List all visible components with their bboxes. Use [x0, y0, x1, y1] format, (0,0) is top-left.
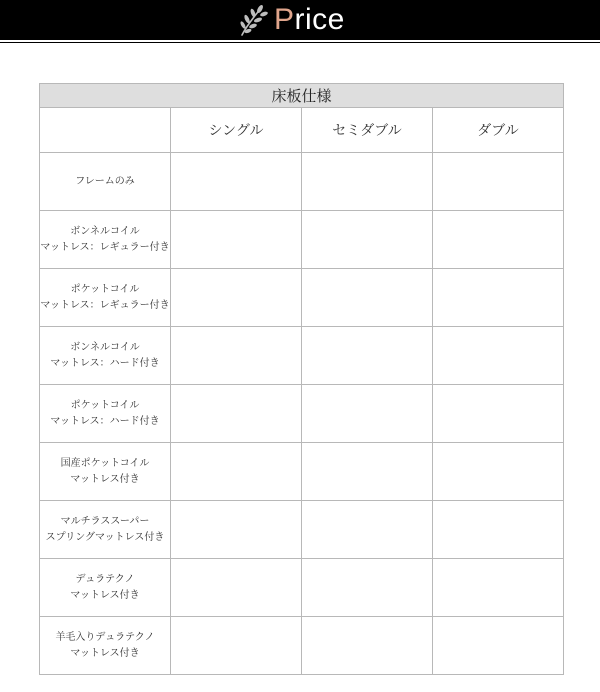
price-cell [302, 153, 433, 211]
price-cell [433, 385, 564, 443]
price-heading [236, 0, 345, 40]
price-cell [433, 269, 564, 327]
column-header-semi-double: セミダブル [302, 108, 433, 153]
price-title-rest: rice [294, 3, 345, 36]
price-cell [433, 211, 564, 269]
price-cell [171, 153, 302, 211]
row-label-line1: ボンネルコイル [70, 225, 140, 237]
row-label-line2: マットレス付き [70, 647, 140, 659]
column-header-double: ダブル [433, 108, 564, 153]
price-title [274, 0, 345, 40]
row-label-line1: ポケットコイル [70, 399, 140, 411]
table-row [40, 501, 564, 559]
row-label-line1: フレームのみ [75, 175, 135, 187]
price-cell [171, 211, 302, 269]
row-label-line2: マットレス：ハード付き [50, 357, 160, 369]
price-cell [302, 385, 433, 443]
price-cell [171, 385, 302, 443]
row-label [40, 385, 171, 443]
price-cell [433, 327, 564, 385]
price-cell [302, 211, 433, 269]
row-label-line1: ポケットコイル [70, 283, 140, 295]
table-row [40, 153, 564, 211]
row-label-line1: ボンネルコイル [70, 341, 140, 353]
price-cell [302, 559, 433, 617]
price-cell [171, 443, 302, 501]
table-row [40, 559, 564, 617]
price-cell [433, 443, 564, 501]
corner-cell [40, 108, 171, 153]
column-header-single: シングル [171, 108, 302, 153]
header-underline [0, 42, 600, 43]
table-row [40, 617, 564, 675]
price-cell [433, 617, 564, 675]
row-label-line2: スプリングマットレス付き [45, 531, 165, 543]
row-label [40, 617, 171, 675]
row-label [40, 559, 171, 617]
price-cell [171, 501, 302, 559]
price-cell [302, 269, 433, 327]
price-cell [302, 443, 433, 501]
column-header-row [40, 108, 564, 153]
price-cell [171, 617, 302, 675]
row-label-line1: 羊毛入りデュラテクノ [55, 631, 155, 643]
row-label [40, 501, 171, 559]
price-cell [171, 269, 302, 327]
row-label-line1: デュラテクノ [75, 573, 135, 585]
row-label [40, 443, 171, 501]
price-cell [302, 617, 433, 675]
table-row [40, 269, 564, 327]
table-row [40, 385, 564, 443]
row-label [40, 211, 171, 269]
row-label-line1: マルチラススーパー [60, 515, 150, 527]
price-header-bar [0, 0, 600, 40]
row-label [40, 269, 171, 327]
price-cell [171, 327, 302, 385]
row-label-line1: 国産ポケットコイル [60, 457, 150, 469]
row-label [40, 153, 171, 211]
row-label-line2: マットレス：レギュラー付き [40, 299, 170, 311]
price-cell [302, 327, 433, 385]
row-label-line2: マットレス付き [70, 473, 140, 485]
table-row [40, 443, 564, 501]
table-caption: 床板仕様 [40, 84, 564, 108]
price-cell [171, 559, 302, 617]
row-label-line2: マットレス：ハード付き [50, 415, 160, 427]
price-spec-table [39, 83, 564, 675]
price-cell [433, 153, 564, 211]
price-cell [302, 501, 433, 559]
leaf-branch-icon [236, 3, 268, 37]
row-label-line2: マットレス付き [70, 589, 140, 601]
table-row [40, 211, 564, 269]
price-title-initial: P [274, 3, 295, 36]
table-row [40, 327, 564, 385]
price-cell [433, 501, 564, 559]
price-cell [433, 559, 564, 617]
row-label-line2: マットレス：レギュラー付き [40, 241, 170, 253]
row-label [40, 327, 171, 385]
